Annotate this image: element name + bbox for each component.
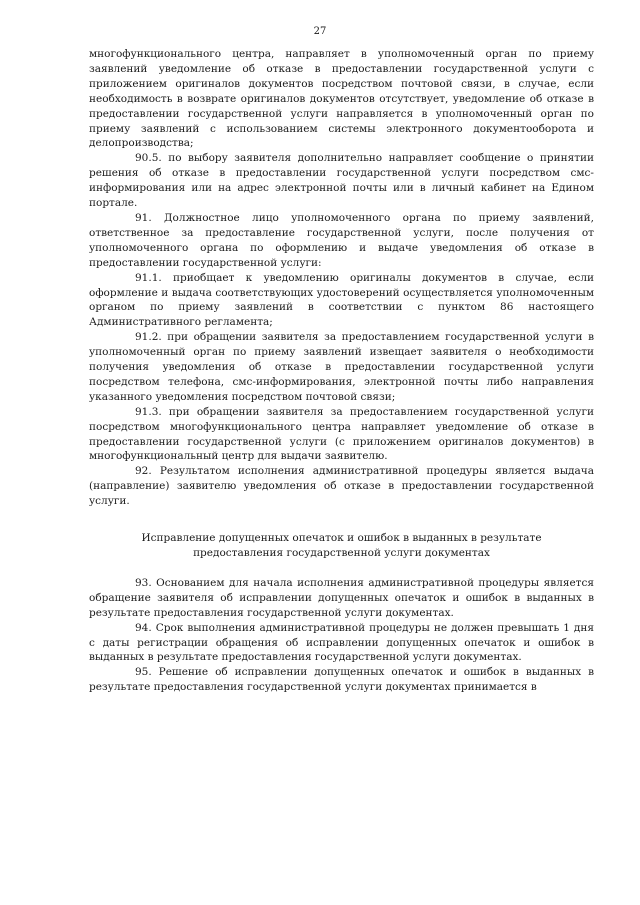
paragraph-91-2: 91.2. при обращении заявителя за предоставлением государственной услуги в уполномоченный орган по приему заявлений извещает заявителя о необходимости получения уведомления об отказе в предоставлении государственной услуги посредством телефона, смс-информирования, электронной почты либо направления указанного уведомления посредством почтовой связи; (89, 331, 594, 403)
paragraph-91: 91. Должностное лицо уполномоченного органа по приему заявлений, ответственное за предоставление государственной услуги, после получения от уполномоченного органа по оформлению и выдаче уведомления об отказе в предоставлении государственной услуги: (89, 211, 594, 269)
paragraph-continuation: многофункционального центра, направляет в уполномоченный орган по приему заявлений уведомление об отказе в предоставлении государственной услуги с приложением оригиналов документов посредством почтовой связи, в случае, если необходимость в возврате оригиналов документов отсутствует, уведомление об отказе в предоставлении государственной услуги направляется в уполномоченный орган по приему заявлений с использованием системы электронного документооборота и делопроизводства; (89, 48, 594, 150)
paragraph-93: 93. Основанием для начала исполнения административной процедуры является обращение заявителя об исправлении допущенных опечаток и ошибок в выданных в результате предоставления государственной услуги документах. (89, 576, 594, 619)
paragraph-91-1: 91.1. приобщает к уведомлению оригиналы документов в случае, если оформление и выдача соответствующих удостоверений осуществляется уполномоченным органом по приему заявлений в соответствии с пунктом 86 настоящего Административного регламента; (89, 271, 594, 329)
paragraph-91-3: 91.3. при обращении заявителя за предоставлением государственной услуги посредством многофункционального центра направляет уведомление об отказе в предоставлении государственной услуги (с приложением оригиналов документов) в многофункциональный центр для выдачи заявителю. (89, 405, 594, 463)
paragraph-92: 92. Результатом исполнения административной процедуры является выдача (направление) заявителю уведомления об отказе в предоставлении государственной услуги. (89, 465, 594, 508)
paragraph-95: 95. Решение об исправлении допущенных опечаток и ошибок в выданных в результате предоставления государственной услуги документах принимается в (89, 666, 594, 694)
paragraph-90-5: 90.5. по выбору заявителя дополнительно направляет сообщение о принятии решения об отказе в предоставлении государственной услуги посредством смс-информирования или на адрес электронной почты или в личный кабинет на Едином портале. (89, 152, 594, 210)
section-heading: Исправление допущенных опечаток и ошибок в выданных в результате предоставления государственной услуги документах (141, 532, 542, 559)
paragraph-94: 94. Срок выполнения административной процедуры не должен превышать 1 дня с даты регистрации обращения об исправлении допущенных опечаток и ошибок в выданных в результате предоставления государственной услуги документах. (89, 621, 594, 664)
heading-spacer (89, 561, 594, 576)
page-number: 27 (313, 26, 327, 37)
document-body (89, 47, 594, 695)
section-spacer (89, 509, 594, 531)
